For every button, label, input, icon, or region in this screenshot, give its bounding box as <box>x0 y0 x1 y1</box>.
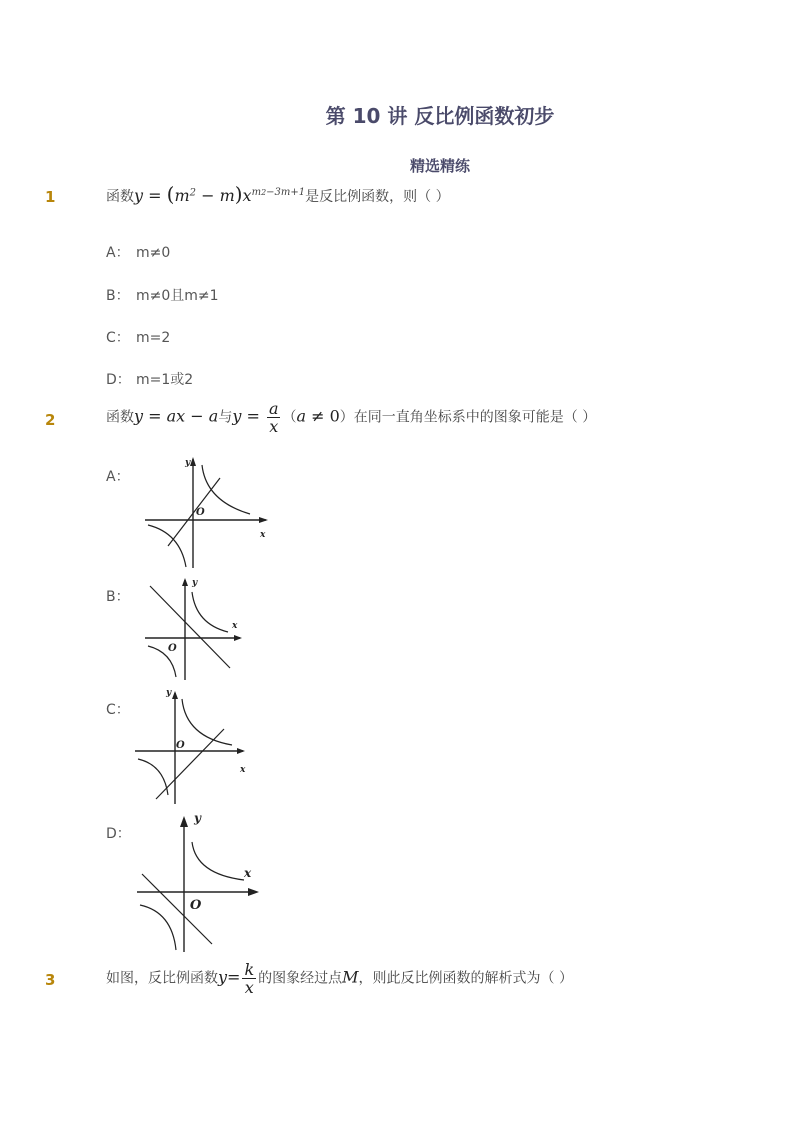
option-letter: B： <box>106 589 130 605</box>
option-text: m≠0 <box>136 245 171 261</box>
x-axis-label: x <box>240 765 246 775</box>
origin-label: O <box>196 507 205 518</box>
option-letter: A： <box>106 245 130 261</box>
origin-label: O <box>176 740 185 751</box>
question-prefix: 函数 <box>106 189 134 205</box>
origin-label: O <box>168 643 177 654</box>
graph-b <box>140 574 250 684</box>
question-suffix2: ，则此反比例函数的解析式为（ ） <box>358 970 573 987</box>
option-b[interactable] <box>106 586 136 606</box>
option-a[interactable] <box>106 466 136 486</box>
y-axis-label: y <box>192 578 198 588</box>
x-axis-label: x <box>260 530 266 540</box>
question-number: 3 <box>45 971 56 989</box>
section-subtitle: 精选精练 <box>409 157 470 175</box>
option-d[interactable] <box>106 369 193 389</box>
graph-a <box>140 453 280 573</box>
option-letter: B： <box>106 288 130 304</box>
origin-label: O <box>190 898 202 913</box>
option-letter: A： <box>106 469 130 485</box>
question-suffix: 在同一直角坐标系中的图象可能是（ ） <box>353 409 597 426</box>
option-text: m=2 <box>136 330 171 346</box>
x-axis-label: x <box>232 621 238 631</box>
option-text: m=1或2 <box>136 372 194 388</box>
option-a[interactable] <box>106 242 170 262</box>
question-text: 函数y = ax − a与y = $\frac{a}{x}$ （a ≠ 0）在同一直角坐标系中的图象可能是（ ） <box>106 399 597 436</box>
math-formula: y <box>134 186 144 205</box>
option-letter: C： <box>106 330 130 346</box>
y-axis-label: y <box>194 812 201 825</box>
option-text: m≠0且m≠1 <box>136 288 219 304</box>
question-suffix: 的图象经过点 <box>258 970 343 987</box>
option-letter: D： <box>106 372 131 388</box>
x-axis-label: x <box>244 866 252 880</box>
page-title: 第 10 讲 反比例函数初步 <box>325 104 555 128</box>
option-letter: C： <box>106 702 130 718</box>
question-suffix: 是反比例函数，则（ ） <box>305 189 450 205</box>
question-text: 如图，反比例函数y= $\frac{k}{x}$ 的图象经过点M，则此反比例函数的解析式为（ ） <box>106 960 573 997</box>
question-text: 函数$y = (m^2 - m)x^{m2-3m+1}$是反比例函数，则（ ） <box>106 182 450 206</box>
graph-d <box>132 812 272 954</box>
y-axis-label: y <box>185 458 191 468</box>
y-axis-label: y <box>166 688 172 698</box>
option-b[interactable] <box>106 285 219 305</box>
question-prefix: 如图，反比例函数 <box>106 970 218 987</box>
question-prefix: 函数 <box>106 409 134 426</box>
question-number: 1 <box>45 188 56 206</box>
question-middle: 与 <box>218 409 233 426</box>
point-label: M <box>342 967 359 987</box>
option-letter: D： <box>106 826 131 842</box>
option-c[interactable] <box>106 327 170 347</box>
graph-c <box>130 685 250 807</box>
question-number: 2 <box>45 411 56 429</box>
